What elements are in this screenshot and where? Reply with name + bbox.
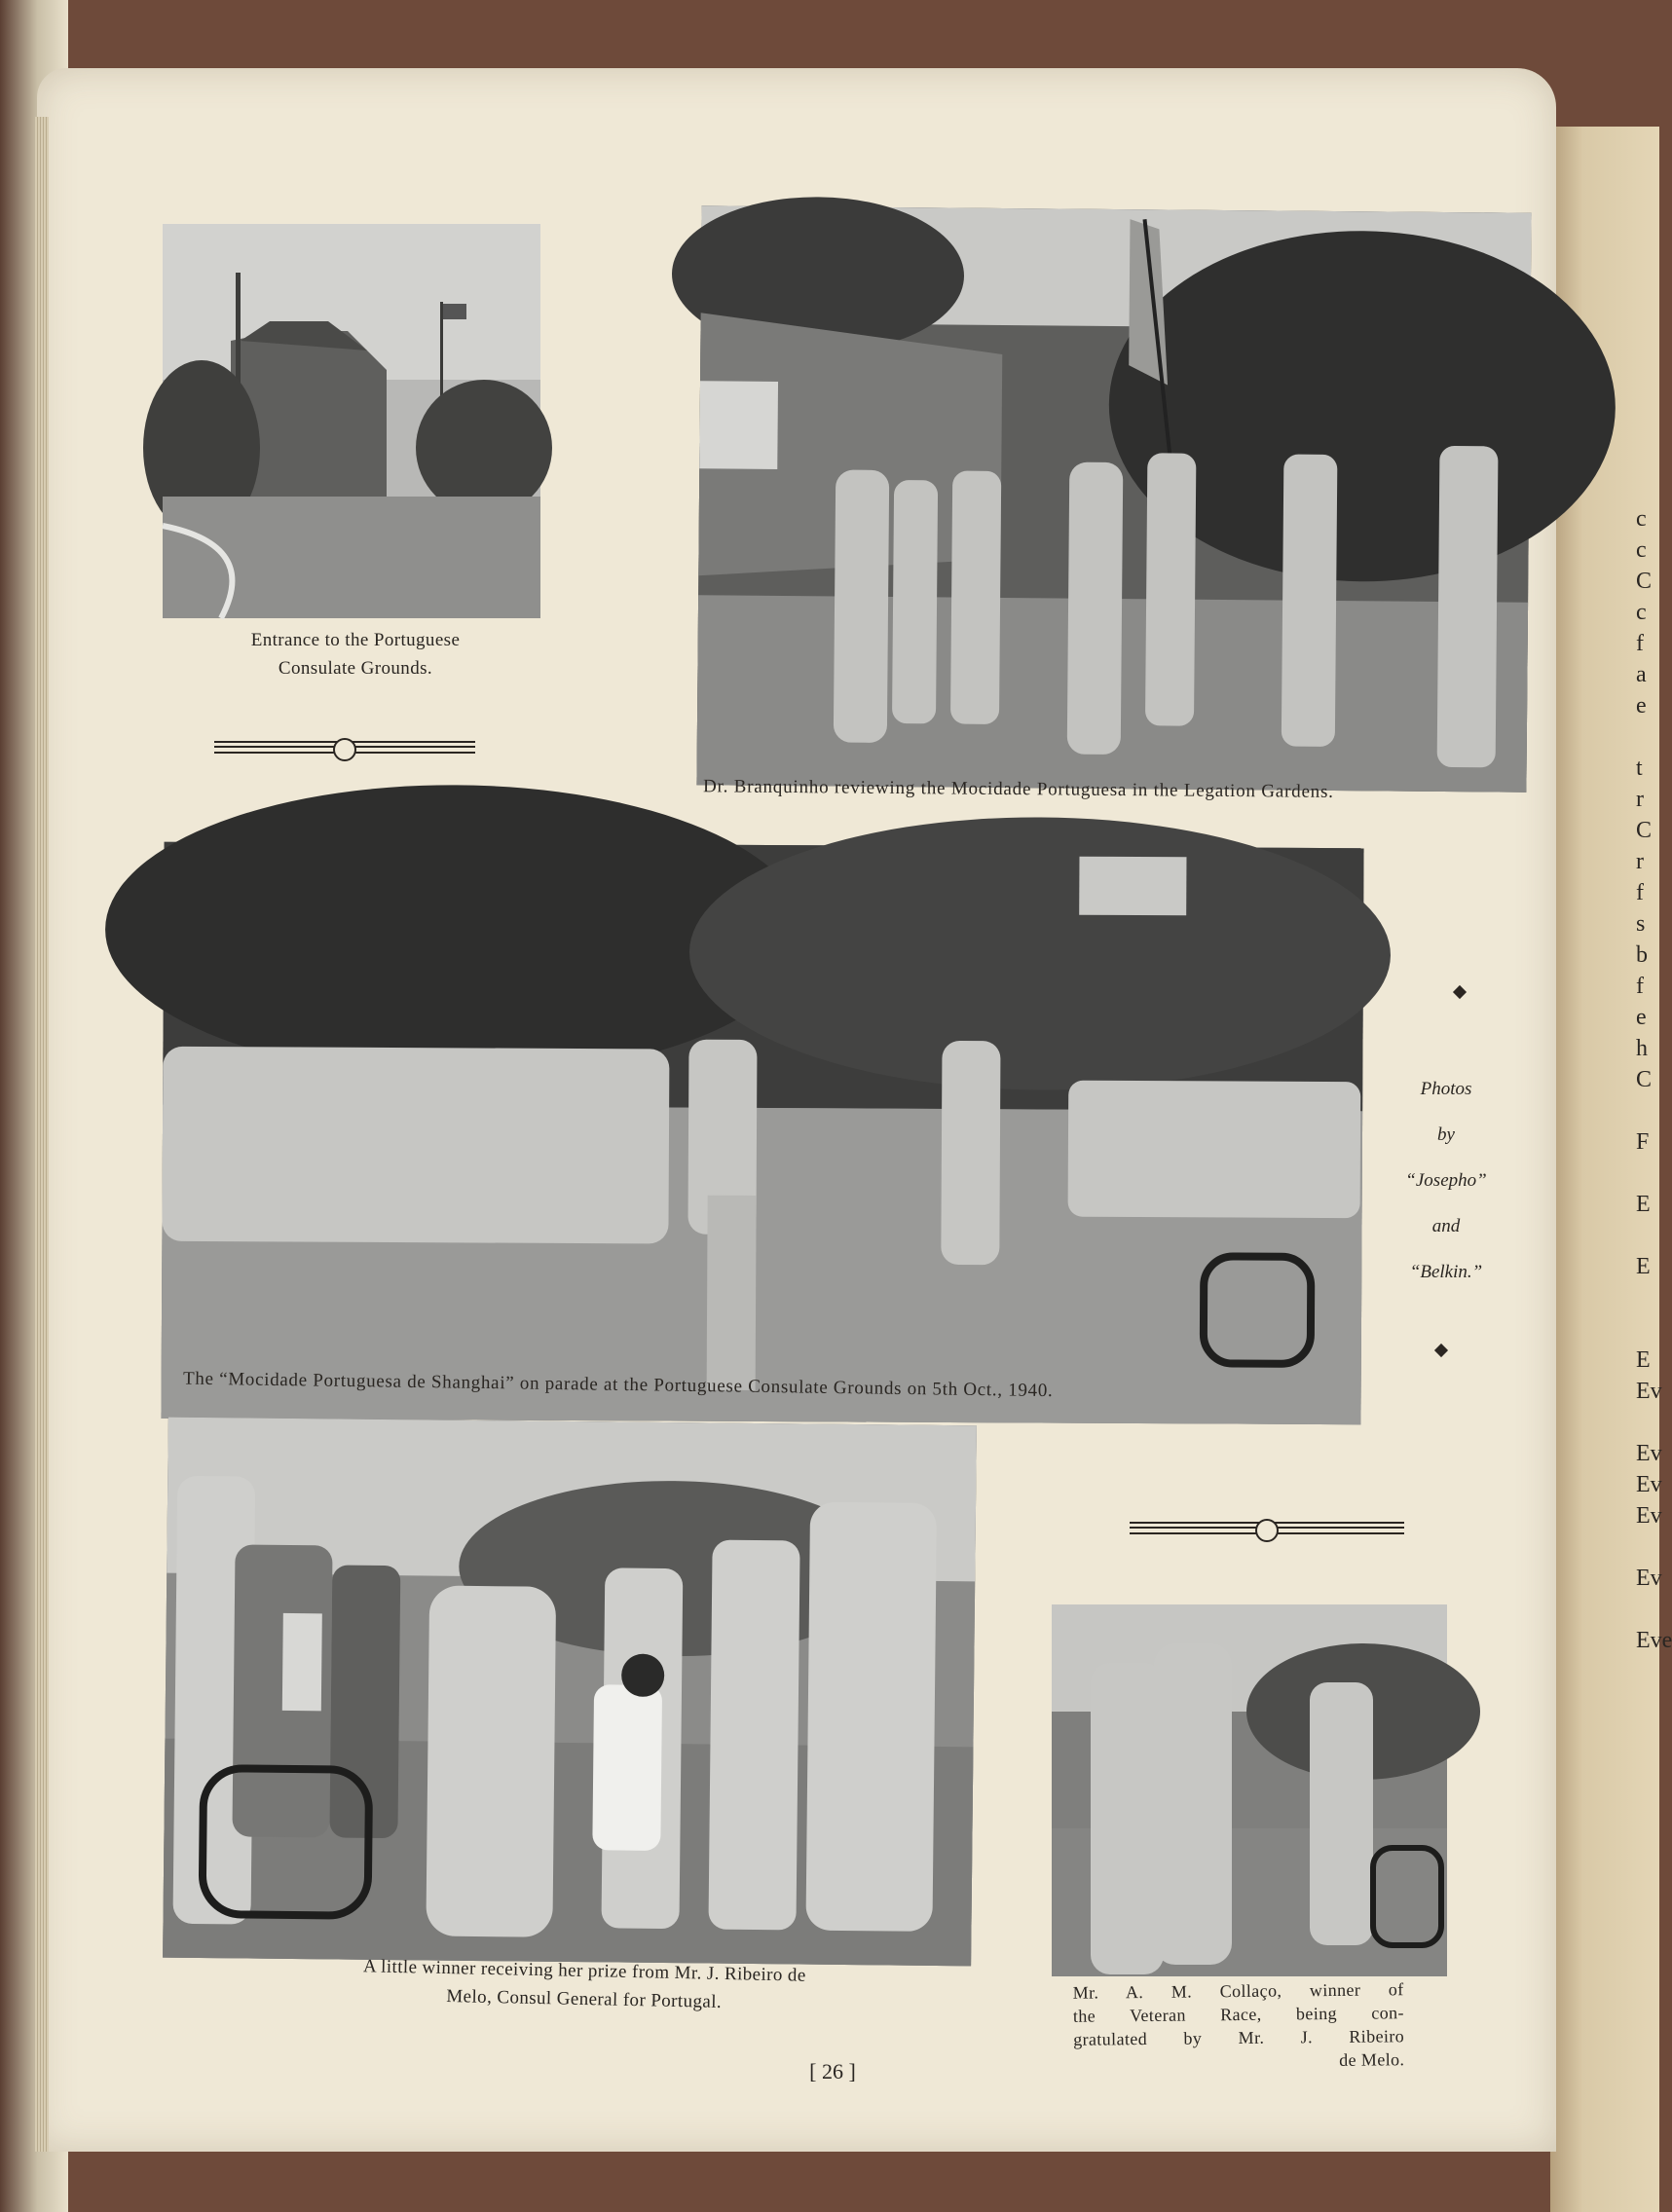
caption-line: A little winner receiving her prize from Mr. J. Ribeiro de <box>362 1956 806 1986</box>
text-fragment: C <box>1636 818 1653 843</box>
text-fragment: Ev <box>1636 1379 1662 1404</box>
text-fragment <box>1636 1223 1659 1254</box>
photo-veteran-race <box>1052 1604 1447 1976</box>
text-fragment <box>1636 1410 1659 1441</box>
credit-line: by <box>1437 1124 1455 1145</box>
text-fragment: E <box>1636 1347 1651 1373</box>
caption-consulate-entrance <box>175 626 536 682</box>
photo-credit <box>1388 1066 1505 1295</box>
text-fragment: r <box>1636 787 1644 812</box>
text-fragment: Eve <box>1636 1628 1672 1653</box>
text-fragment: c <box>1636 506 1647 532</box>
text-fragment: f <box>1636 880 1644 905</box>
photo-mocidade-parade <box>161 842 1363 1424</box>
text-fragment: a <box>1636 662 1647 687</box>
text-fragment <box>1636 724 1659 756</box>
text-fragment: Ev <box>1636 1503 1662 1529</box>
caption-line: the Veteran Race, being con- <box>1072 2003 1404 2026</box>
text-fragment: r <box>1636 849 1644 874</box>
text-fragment: h <box>1636 1036 1648 1061</box>
credit-line: “Josepho” <box>1405 1170 1487 1191</box>
text-fragment: C <box>1636 1067 1653 1092</box>
text-fragment: C <box>1636 569 1653 594</box>
text-fragment: Ev <box>1636 1441 1662 1466</box>
text-fragment: F <box>1636 1129 1650 1155</box>
decorative-divider-bottom <box>1130 1516 1404 1541</box>
credit-line: and <box>1431 1216 1461 1236</box>
text-fragment <box>1636 1285 1659 1316</box>
text-fragment <box>1636 1534 1659 1566</box>
credit-line: “Belkin.” <box>1409 1262 1483 1282</box>
caption-line: de Melo. <box>1339 2049 1405 2070</box>
text-fragment: s <box>1636 911 1646 937</box>
text-fragment: c <box>1636 600 1647 625</box>
photo-consulate-entrance <box>163 224 540 618</box>
text-fragment: E <box>1636 1254 1651 1279</box>
text-fragment: e <box>1636 1005 1647 1030</box>
caption-line: Entrance to the Portuguese <box>250 630 461 650</box>
caption-veteran-race <box>1073 1977 1405 2075</box>
text-fragment <box>1636 1161 1659 1192</box>
text-fragment <box>1636 1316 1659 1347</box>
page-number: [ 26 ] <box>809 2059 856 2083</box>
caption-parade: The “Mocidade Portuguesa de Shanghai” on parade at the Portuguese Consulate Grounds on 5th Oct., 1940. <box>182 1368 1054 1402</box>
text-fragment: b <box>1636 942 1648 968</box>
text-fragment: t <box>1636 756 1643 781</box>
text-fragment: e <box>1636 693 1647 719</box>
caption-legation-gardens: Dr. Branquinho reviewing the Mocidade Portuguesa in the Legation Gardens. <box>702 776 1334 802</box>
flower-ornament-icon <box>333 738 356 761</box>
caption-line: gratulated by Mr. J. Ribeiro <box>1073 2026 1405 2049</box>
photo-legation-gardens <box>696 205 1531 792</box>
flower-ornament-icon <box>1255 1519 1279 1542</box>
caption-line: Melo, Consul General for Portugal. <box>446 1986 723 2012</box>
caption-line: Mr. A. M. Collaço, winner of <box>1072 1979 1404 2003</box>
text-fragment <box>1636 1098 1659 1129</box>
text-fragment: f <box>1636 974 1644 999</box>
text-fragment: c <box>1636 537 1647 563</box>
decorative-divider-top <box>214 735 475 760</box>
text-fragment: Ev <box>1636 1472 1662 1497</box>
text-fragment: Ev <box>1636 1566 1662 1591</box>
page-stack-edge <box>35 117 49 2152</box>
credit-line: Photos <box>1420 1079 1472 1099</box>
photo-little-winner <box>163 1418 977 1967</box>
next-page-text-fragments <box>1636 506 1672 1659</box>
text-fragment: f <box>1636 631 1644 656</box>
caption-line: Consulate Grounds. <box>278 658 433 679</box>
text-fragment: E <box>1636 1192 1651 1217</box>
text-fragment <box>1636 1597 1659 1628</box>
